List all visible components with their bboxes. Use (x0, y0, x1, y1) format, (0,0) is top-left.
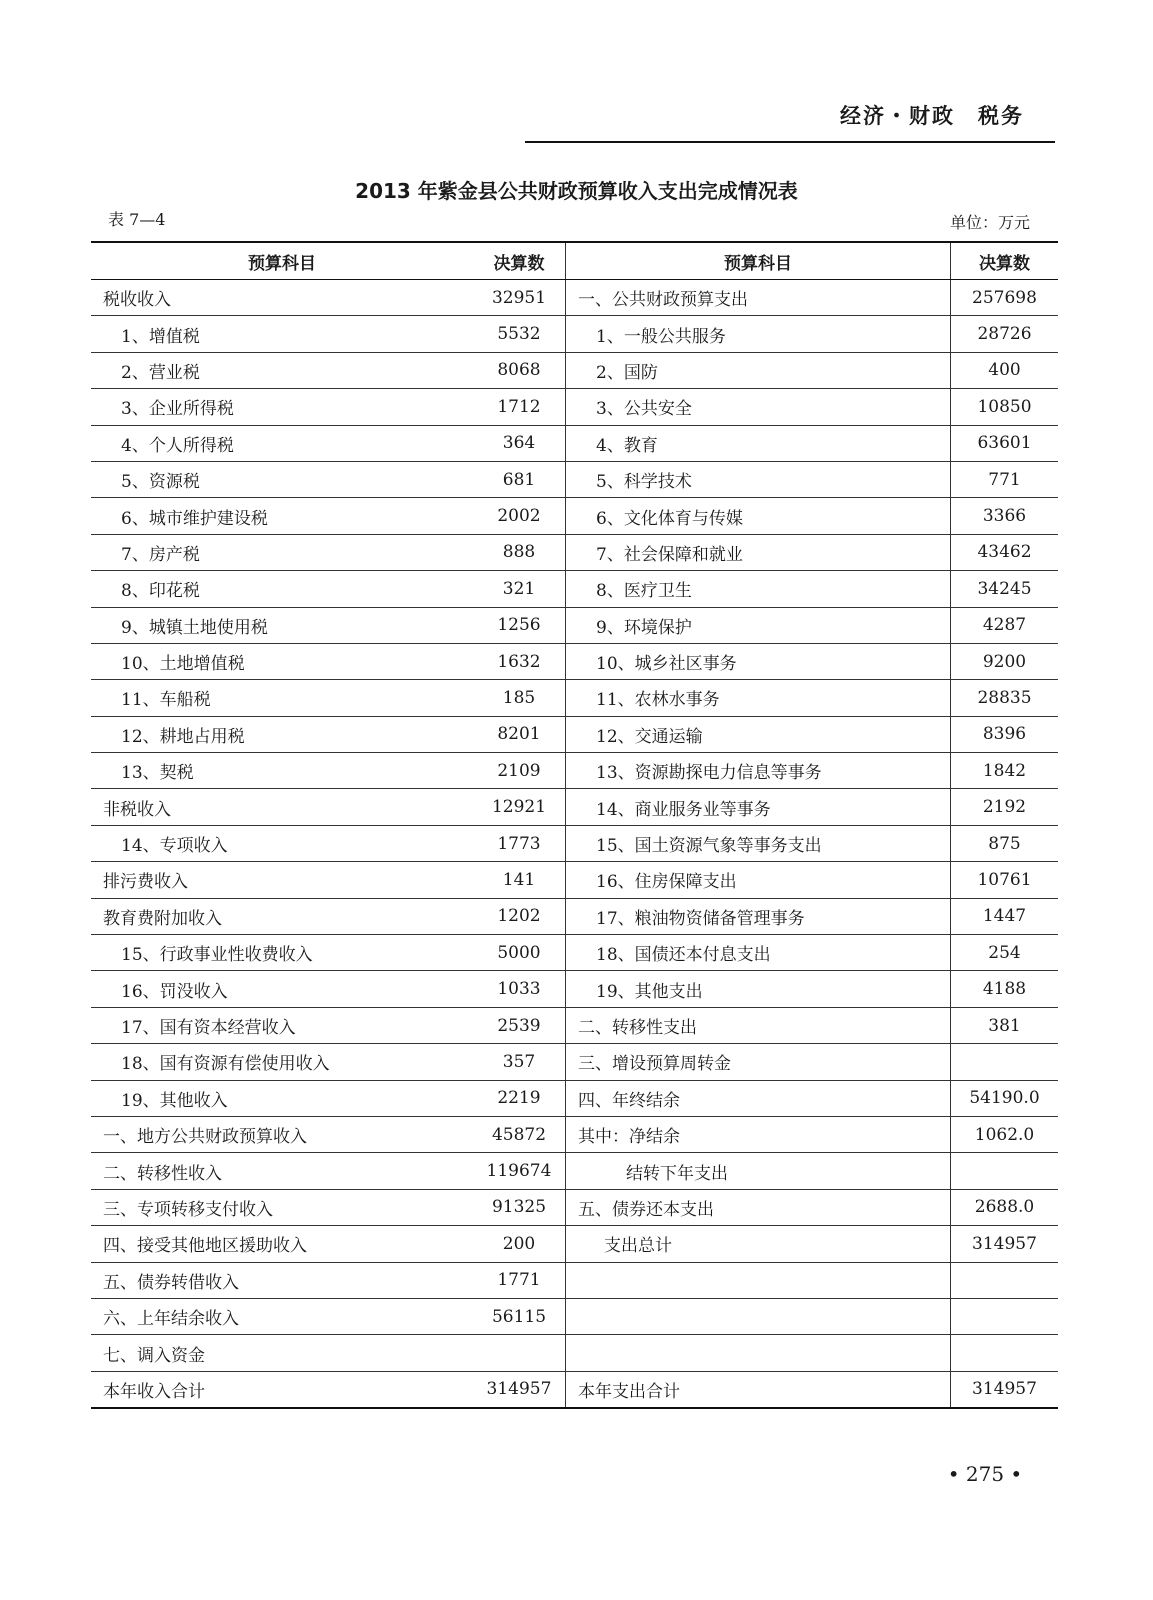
revenue-item-cell: 排污费收入 (91, 862, 473, 898)
table-row (91, 534, 1058, 570)
revenue-item-cell: 教育费附加收入 (91, 898, 473, 934)
revenue-amount-cell: 2539 (473, 1007, 566, 1043)
expense-amount-cell: 3366 (951, 498, 1059, 534)
table-row (91, 1007, 1058, 1043)
table-row (91, 1298, 1058, 1334)
expense-amount-cell: 10761 (951, 862, 1059, 898)
revenue-item-cell: 15、行政事业性收费收入 (91, 935, 473, 971)
expense-amount-cell (951, 1044, 1059, 1080)
table-row (91, 1226, 1058, 1262)
revenue-amount-cell: 681 (473, 461, 566, 497)
expense-item-cell: 16、住房保障支出 (566, 862, 951, 898)
col-header-expense-item: 预算科目 (566, 242, 951, 280)
expense-item-cell: 三、增设预算周转金 (566, 1044, 951, 1080)
expense-amount-cell: 43462 (951, 534, 1059, 570)
revenue-item-cell: 12、耕地占用税 (91, 716, 473, 752)
revenue-amount-cell: 1033 (473, 971, 566, 1007)
expense-amount-cell: 2192 (951, 789, 1059, 825)
table-row (91, 1335, 1058, 1371)
table-row (91, 898, 1058, 934)
revenue-amount-cell: 119674 (473, 1153, 566, 1189)
table-row (91, 1371, 1058, 1408)
table-row (91, 643, 1058, 679)
expense-amount-cell: 381 (951, 1007, 1059, 1043)
expense-amount-cell: 2688.0 (951, 1189, 1059, 1225)
col-header-revenue-amount: 决算数 (473, 242, 566, 280)
expense-item-cell: 17、粮油物资储备管理事务 (566, 898, 951, 934)
table-row (91, 1153, 1058, 1189)
table-row (91, 680, 1058, 716)
expense-item-cell: 4、教育 (566, 425, 951, 461)
expense-amount-cell (951, 1298, 1059, 1334)
expense-item-cell: 18、国债还本付息支出 (566, 935, 951, 971)
revenue-amount-cell (473, 1335, 566, 1371)
header-divider (525, 141, 1055, 143)
expense-amount-cell: 254 (951, 935, 1059, 971)
expense-amount-cell: 4287 (951, 607, 1059, 643)
expense-item-cell: 15、国土资源气象等事务支出 (566, 825, 951, 861)
revenue-item-cell: 8、印花税 (91, 571, 473, 607)
expense-item-cell: 10、城乡社区事务 (566, 643, 951, 679)
table-row (91, 935, 1058, 971)
revenue-item-cell: 19、其他收入 (91, 1080, 473, 1116)
revenue-amount-cell: 5000 (473, 935, 566, 971)
table-row (91, 825, 1058, 861)
expense-item-cell: 19、其他支出 (566, 971, 951, 1007)
revenue-amount-cell: 8201 (473, 716, 566, 752)
expense-amount-cell: 771 (951, 461, 1059, 497)
expense-item-cell (566, 1298, 951, 1334)
table-row (91, 498, 1058, 534)
expense-item-cell: 一、公共财政预算支出 (566, 280, 951, 316)
revenue-amount-cell: 8068 (473, 352, 566, 388)
expense-amount-cell: 1842 (951, 753, 1059, 789)
col-header-expense-amount: 决算数 (951, 242, 1059, 280)
table-row (91, 753, 1058, 789)
expense-amount-cell: 10850 (951, 389, 1059, 425)
revenue-item-cell: 10、土地增值税 (91, 643, 473, 679)
expense-item-cell (566, 1262, 951, 1298)
revenue-amount-cell: 5532 (473, 316, 566, 352)
table-row (91, 1189, 1058, 1225)
table-row (91, 571, 1058, 607)
expense-item-cell: 2、国防 (566, 352, 951, 388)
revenue-amount-cell: 1256 (473, 607, 566, 643)
revenue-amount-cell: 185 (473, 680, 566, 716)
revenue-item-cell: 9、城镇土地使用税 (91, 607, 473, 643)
revenue-amount-cell: 314957 (473, 1371, 566, 1408)
revenue-item-cell: 四、接受其他地区援助收入 (91, 1226, 473, 1262)
expense-amount-cell: 1447 (951, 898, 1059, 934)
revenue-item-cell: 1、增值税 (91, 316, 473, 352)
expense-item-cell: 二、转移性支出 (566, 1007, 951, 1043)
expense-amount-cell (951, 1153, 1059, 1189)
expense-item-cell: 结转下年支出 (566, 1153, 951, 1189)
unit-label: 单位：万元 (950, 213, 1031, 232)
expense-item-cell: 12、交通运输 (566, 716, 951, 752)
col-header-revenue-item: 预算科目 (91, 242, 473, 280)
expense-amount-cell: 8396 (951, 716, 1059, 752)
revenue-amount-cell: 91325 (473, 1189, 566, 1225)
revenue-amount-cell: 141 (473, 862, 566, 898)
table-row (91, 789, 1058, 825)
table-row (91, 607, 1058, 643)
revenue-amount-cell: 1202 (473, 898, 566, 934)
revenue-item-cell: 17、国有资本经营收入 (91, 1007, 473, 1043)
revenue-item-cell: 6、城市维护建设税 (91, 498, 473, 534)
expense-amount-cell: 28726 (951, 316, 1059, 352)
table-row (91, 316, 1058, 352)
expense-item-cell: 8、医疗卫生 (566, 571, 951, 607)
revenue-item-cell: 13、契税 (91, 753, 473, 789)
revenue-amount-cell: 1771 (473, 1262, 566, 1298)
revenue-item-cell: 5、资源税 (91, 461, 473, 497)
expense-amount-cell: 54190.0 (951, 1080, 1059, 1116)
table-row (91, 971, 1058, 1007)
revenue-amount-cell: 2109 (473, 753, 566, 789)
revenue-amount-cell: 56115 (473, 1298, 566, 1334)
revenue-amount-cell: 45872 (473, 1116, 566, 1152)
expense-item-cell: 五、债券还本支出 (566, 1189, 951, 1225)
table-body (91, 280, 1058, 1409)
table-row (91, 716, 1058, 752)
expense-item-cell: 11、农林水事务 (566, 680, 951, 716)
revenue-item-cell: 2、营业税 (91, 352, 473, 388)
revenue-item-cell: 非税收入 (91, 789, 473, 825)
revenue-amount-cell: 888 (473, 534, 566, 570)
table-row (91, 1262, 1058, 1298)
expense-amount-cell (951, 1335, 1059, 1371)
revenue-item-cell: 六、上年结余收入 (91, 1298, 473, 1334)
expense-amount-cell: 63601 (951, 425, 1059, 461)
expense-amount-cell: 314957 (951, 1371, 1059, 1408)
table-row (91, 461, 1058, 497)
expense-item-cell: 四、年终结余 (566, 1080, 951, 1116)
table-row (91, 389, 1058, 425)
revenue-amount-cell: 2002 (473, 498, 566, 534)
expense-item-cell (566, 1335, 951, 1371)
expense-item-cell: 支出总计 (566, 1226, 951, 1262)
table-row (91, 862, 1058, 898)
expense-amount-cell: 400 (951, 352, 1059, 388)
revenue-item-cell: 7、房产税 (91, 534, 473, 570)
expense-amount-cell: 4188 (951, 971, 1059, 1007)
expense-item-cell: 14、商业服务业等事务 (566, 789, 951, 825)
expense-item-cell: 5、科学技术 (566, 461, 951, 497)
expense-amount-cell: 314957 (951, 1226, 1059, 1262)
expense-amount-cell: 34245 (951, 571, 1059, 607)
expense-amount-cell: 1062.0 (951, 1116, 1059, 1152)
revenue-item-cell: 11、车船税 (91, 680, 473, 716)
revenue-item-cell: 二、转移性收入 (91, 1153, 473, 1189)
revenue-item-cell: 4、个人所得税 (91, 425, 473, 461)
revenue-amount-cell: 12921 (473, 789, 566, 825)
table-row (91, 280, 1058, 316)
revenue-item-cell: 18、国有资源有偿使用收入 (91, 1044, 473, 1080)
revenue-amount-cell: 1712 (473, 389, 566, 425)
table-row (91, 425, 1058, 461)
page-number: • 275 • (947, 1462, 1023, 1486)
expense-amount-cell: 257698 (951, 280, 1059, 316)
revenue-item-cell: 本年收入合计 (91, 1371, 473, 1408)
table-header-row (91, 242, 1058, 280)
expense-amount-cell: 9200 (951, 643, 1059, 679)
expense-amount-cell: 28835 (951, 680, 1059, 716)
revenue-item-cell: 14、专项收入 (91, 825, 473, 861)
expense-item-cell: 13、资源勘探电力信息等事务 (566, 753, 951, 789)
revenue-amount-cell: 321 (473, 571, 566, 607)
budget-table (91, 241, 1058, 1409)
table-row (91, 1080, 1058, 1116)
table-row (91, 352, 1058, 388)
revenue-amount-cell: 357 (473, 1044, 566, 1080)
revenue-amount-cell: 1773 (473, 825, 566, 861)
section-header: 经济・财政 税务 (840, 104, 1024, 128)
table-row (91, 1044, 1058, 1080)
revenue-amount-cell: 1632 (473, 643, 566, 679)
revenue-item-cell: 3、企业所得税 (91, 389, 473, 425)
revenue-item-cell: 七、调入资金 (91, 1335, 473, 1371)
expense-item-cell: 9、环境保护 (566, 607, 951, 643)
revenue-amount-cell: 2219 (473, 1080, 566, 1116)
expense-amount-cell (951, 1262, 1059, 1298)
page-title: 2013 年紫金县公共财政预算收入支出完成情况表 (355, 179, 798, 203)
table-number: 表 7—4 (108, 210, 166, 229)
revenue-item-cell: 税收收入 (91, 280, 473, 316)
expense-item-cell: 其中：净结余 (566, 1116, 951, 1152)
expense-item-cell: 1、一般公共服务 (566, 316, 951, 352)
revenue-item-cell: 三、专项转移支付收入 (91, 1189, 473, 1225)
expense-item-cell: 7、社会保障和就业 (566, 534, 951, 570)
revenue-amount-cell: 364 (473, 425, 566, 461)
expense-item-cell: 6、文化体育与传媒 (566, 498, 951, 534)
expense-amount-cell: 875 (951, 825, 1059, 861)
revenue-item-cell: 五、债券转借收入 (91, 1262, 473, 1298)
revenue-amount-cell: 200 (473, 1226, 566, 1262)
revenue-item-cell: 16、罚没收入 (91, 971, 473, 1007)
revenue-item-cell: 一、地方公共财政预算收入 (91, 1116, 473, 1152)
expense-item-cell: 3、公共安全 (566, 389, 951, 425)
expense-item-cell: 本年支出合计 (566, 1371, 951, 1408)
table-row (91, 1116, 1058, 1152)
revenue-amount-cell: 32951 (473, 280, 566, 316)
